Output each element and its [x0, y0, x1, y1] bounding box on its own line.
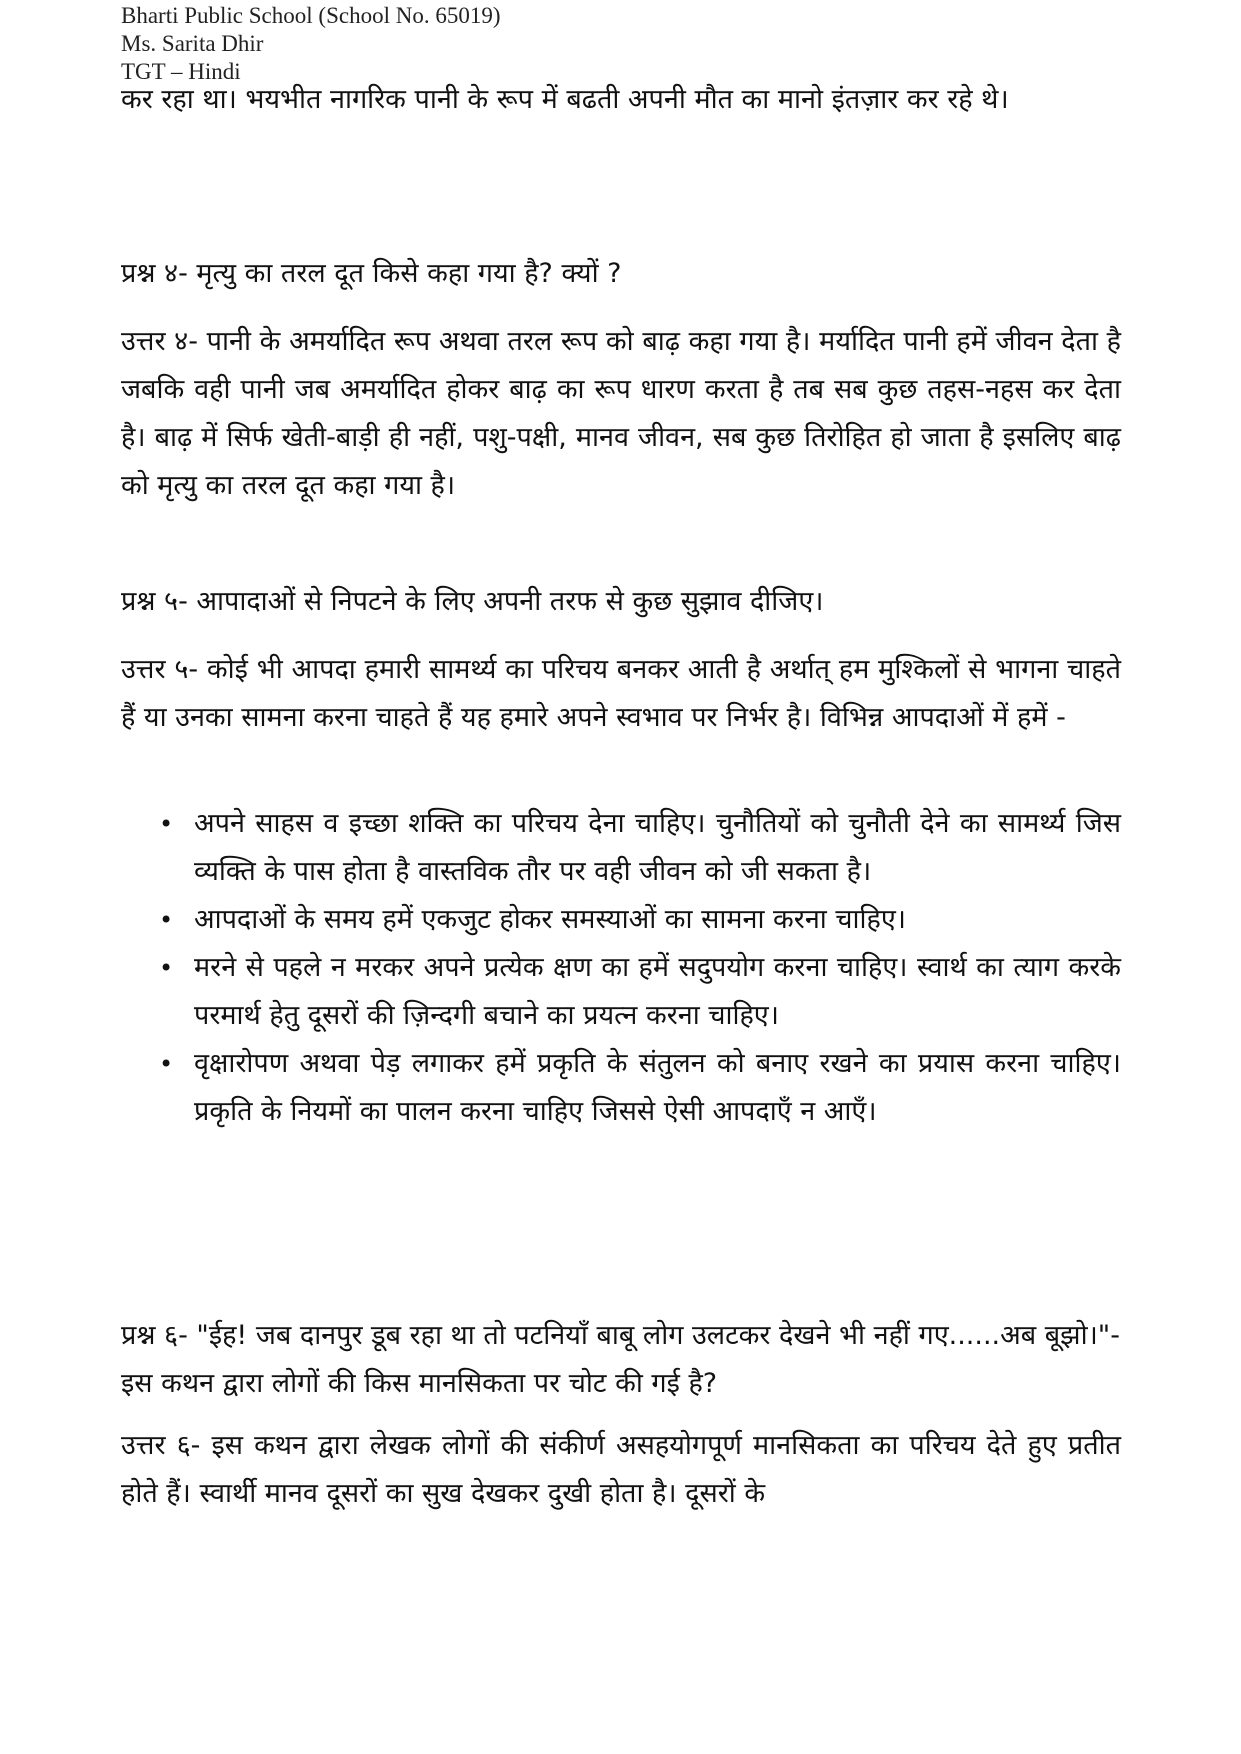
bullet-icon: •: [159, 1050, 174, 1078]
bullet-icon: •: [159, 810, 174, 838]
list-item: [121, 944, 1121, 1040]
list-item-text: आपदाओं के समय हमें एकजुट होकर समस्याओं का सामना करना चाहिए।: [194, 904, 907, 935]
answer-6: उत्तर ६- इस कथन द्वारा लेखक लोगों की संकीर्ण असहयोगपूर्ण मानसिकता का परिचय देते हुए प्रतीत होते हैं। स्वार्थी मानव दूसरों का सुख देखकर दुखी होता है। दूसरों के: [121, 1430, 1121, 1509]
bullet-icon: •: [159, 906, 174, 934]
teacher-name: Ms. Sarita Dhir: [121, 31, 264, 56]
list-item-text: वृक्षारोपण अथवा पेड़ लगाकर हमें प्रकृति के संतुलन को बनाए रखने का प्रयास करना चाहिए। प्रकृति के नियमों का पालन करना चाहिए जिससे ऐसी आपदाएँ न आएँ।: [194, 1048, 1121, 1127]
teacher-subject: TGT – Hindi: [121, 59, 241, 84]
question-6: प्रश्न ६- "ईह! जब दानपुर डूब रहा था तो पटनियाँ बाबू लोग उलटकर देखने भी नहीं गए......अब बूझो।"- इस कथन द्वारा लोगों की किस मानसिकता पर चोट की गई है?: [121, 1320, 1120, 1399]
question-5: प्रश्न ५- आपादाओं से निपटने के लिए अपनी तरफ से कुछ सुझाव दीजिए।: [121, 586, 824, 617]
list-item: [121, 1040, 1121, 1136]
list-item: [121, 800, 1121, 896]
list-item-text: अपने साहस व इच्छा शक्ति का परिचय देना चाहिए। चुनौतियों को चुनौती देने का सामर्थ्य जिस व्यक्ति के पास होता है वास्तविक तौर पर वही जीवन को जी सकता है।: [194, 808, 1121, 887]
suggestion-list: [121, 800, 1121, 1136]
list-item-text: मरने से पहले न मरकर अपने प्रत्येक क्षण का हमें सदुपयोग करना चाहिए। स्वार्थ का त्याग करके परमार्थ हेतु दूसरों की ज़िन्दगी बचाने का प्रयत्न करना चाहिए।: [194, 952, 1121, 1031]
bullet-icon: •: [159, 954, 174, 982]
page-header: [121, 2, 500, 86]
answer-4: उत्तर ४- पानी के अमर्यादित रूप अथवा तरल रूप को बाढ़ कहा गया है। मर्यादित पानी हमें जीवन देता है जबकि वही पानी जब अमर्यादित होकर बाढ़ का रूप धारण करता है तब सब कुछ तहस-नहस कर देता है। बाढ़ में सिर्फ खेती-बाड़ी ही नहीं, पशु-पक्षी, मानव जीवन, सब कुछ तिरोहित हो जाता है इसलिए बाढ़ को मृत्यु का तरल दूत कहा गया है।: [121, 326, 1121, 501]
intro-paragraph: कर रहा था। भयभीत नागरिक पानी के रूप में बढती अपनी मौत का मानो इंतज़ार कर रहे थे।: [121, 84, 1009, 115]
answer-5: उत्तर ५- कोई भी आपदा हमारी सामर्थ्य का परिचय बनकर आती है अर्थात् हम मुश्किलों से भागना चाहते हैं या उनका सामना करना चाहते हैं यह हमारे अपने स्वभाव पर निर्भर है। विभिन्न आपदाओं में हमें -: [121, 654, 1121, 733]
question-4: प्रश्न ४- मृत्यु का तरल दूत किसे कहा गया है? क्यों ?: [121, 258, 622, 289]
school-name: Bharti Public School (School No. 65019): [121, 3, 501, 28]
list-item: [121, 896, 1121, 944]
